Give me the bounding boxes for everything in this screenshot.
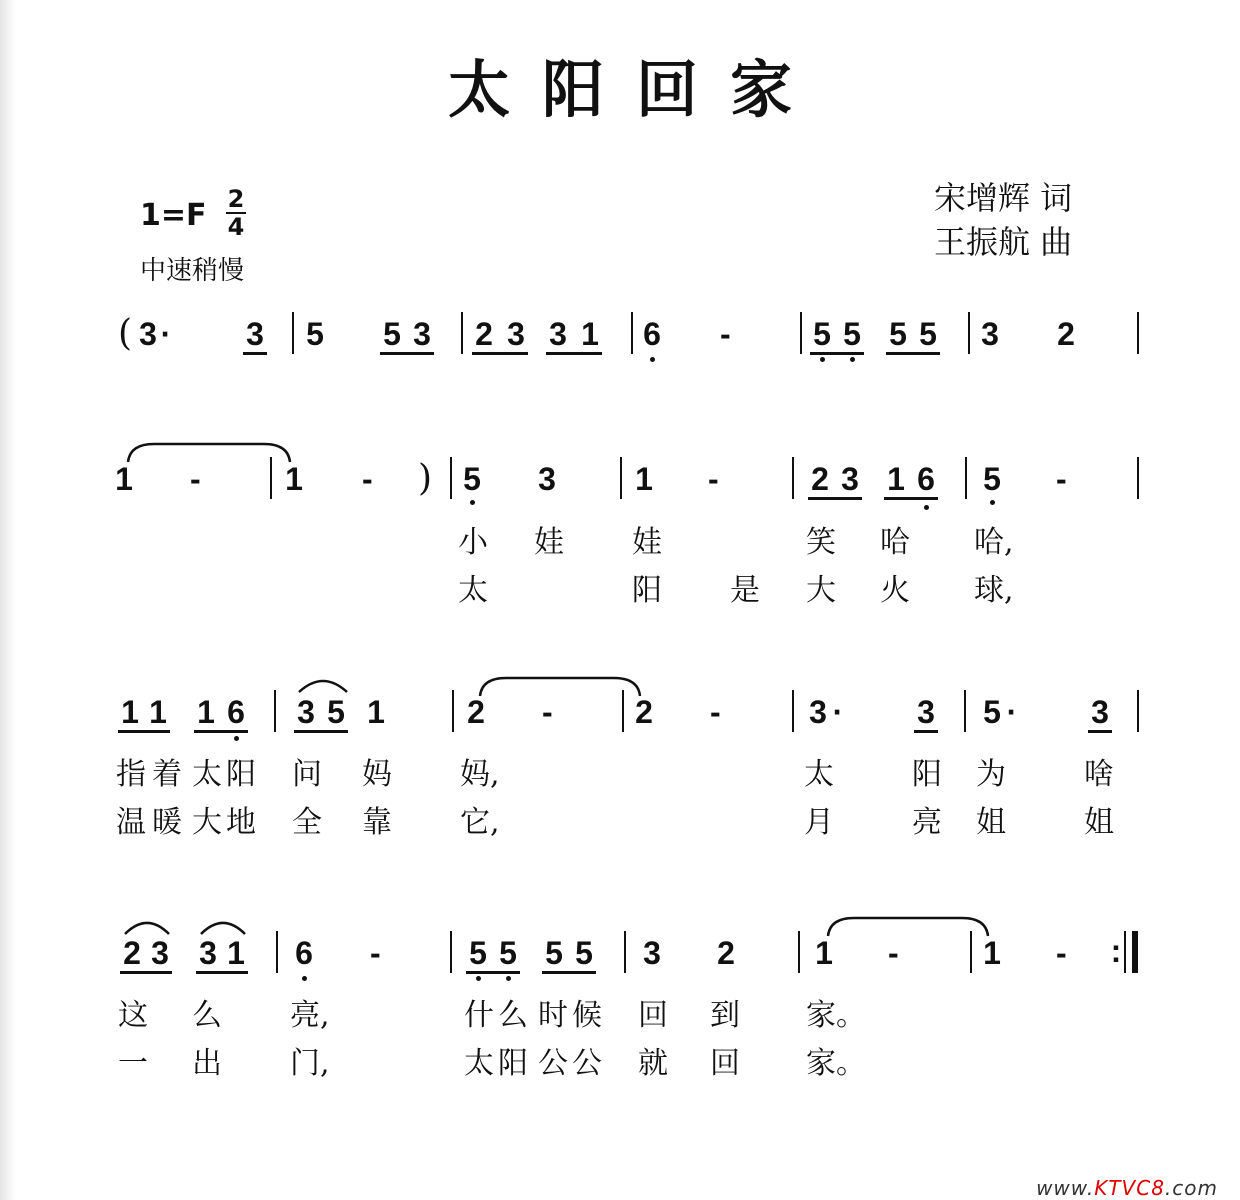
underline [808,497,862,500]
note-row1-9: 1 [581,316,599,352]
dash-row2: - [1056,461,1067,497]
note-row2-3: 5 [463,461,481,497]
barline [274,690,276,732]
lyric-v1: 么 [192,998,222,1033]
low-octave-dot [820,357,825,362]
dash-row4: - [1056,935,1067,971]
lyric-v1: 时 [538,998,568,1033]
lyric-v2: 是 [730,573,760,608]
lyric-v1: 着 [152,757,182,792]
lyric-v1: 哈 [880,525,910,560]
dash-row4: - [888,935,899,971]
note-row1-2: 3 [246,316,264,352]
note-row4-11: 2 [717,935,735,971]
barline [792,457,794,499]
low-octave-dot [506,976,511,981]
lyric-v1: 家。 [806,998,866,1033]
lyric-v1: 回 [638,998,668,1033]
note-row3-augmentation-dot: · [832,694,844,730]
note-row3-13: 3 [1091,694,1109,730]
lyric-v2: 球, [974,573,1014,608]
barline [798,931,800,973]
lyric-v2: 回 [710,1046,740,1081]
barline [792,690,794,732]
underline [884,497,938,500]
watermark-prefix: www. [1036,1176,1095,1200]
tie-arc [824,914,992,938]
repeat-barline-thin [1124,931,1126,973]
tie-arc [476,674,644,698]
slur-arc [296,676,350,694]
note-row4-4: 1 [227,935,245,971]
note-row3-2: 1 [149,694,167,730]
barline [965,457,967,499]
lyric-v2: 公 [572,1046,602,1081]
lyric-v2: 它, [460,805,500,840]
barline [292,312,294,354]
lyric-v2: 火 [880,573,910,608]
barline [270,457,272,499]
note-row4-5: 6 [295,935,313,971]
note-row3-1: 1 [121,694,139,730]
lyric-v2: 大 [806,573,836,608]
tie-arc [124,440,294,464]
note-row4-6: 5 [469,935,487,971]
lyric-v2: 公 [538,1046,568,1081]
note-row2-1: 1 [115,461,133,497]
lyric-v1: 亮, [290,998,330,1033]
barline [1137,312,1139,354]
time-signature-bottom: 4 [227,213,245,241]
note-row1-6: 2 [475,316,493,352]
lyric-v2: 全 [292,805,322,840]
underline [914,730,938,733]
lyric-v2: 阳 [632,573,662,608]
underline [886,352,940,355]
lyricist-credit: 宋增辉 词 [934,179,1073,217]
slur-arc [198,918,248,936]
low-octave-dot [234,736,239,741]
lyric-v2: 暖 [152,805,182,840]
note-row1-14: 5 [919,316,937,352]
note-row1-3: 5 [306,316,324,352]
note-row1-12: 5 [843,316,861,352]
lyric-v2: 地 [226,805,256,840]
low-octave-dot [302,976,307,981]
left-page-shadow [0,0,16,1200]
watermark-site: KTVC8 [1094,1176,1165,1200]
lyric-v1: 小 [458,525,488,560]
lyric-v2: 亮 [912,805,942,840]
note-row1-8: 3 [549,316,567,352]
lyric-v2: 月 [804,805,834,840]
dash-row3: - [542,694,553,730]
barline [620,457,622,499]
underline [243,352,267,355]
lyric-v1: 阳 [912,757,942,792]
watermark [1036,1176,1218,1200]
note-row1-7: 3 [507,316,525,352]
lyric-v2: 就 [638,1046,668,1081]
barline [452,690,454,732]
barline [964,690,966,732]
underline [466,971,520,974]
note-row1-1: 3 [139,316,157,352]
lyric-v1: 娃 [534,525,564,560]
dash-row1: - [720,316,731,352]
note-row3-3: 1 [197,694,215,730]
dash-row4: - [370,935,381,971]
note-row4-13: 1 [983,935,1001,971]
repeat-barline-thick [1132,931,1138,973]
lyric-v2: 大 [192,805,222,840]
note-row4-12: 1 [815,935,833,971]
low-octave-dot [924,505,929,510]
note-row3-10: 3 [809,694,827,730]
lyric-v2: 靠 [362,805,392,840]
lyric-v2: 太 [464,1046,494,1081]
lyric-v1: 妈 [362,757,392,792]
barline [1137,457,1139,499]
note-row4-9: 5 [575,935,593,971]
low-octave-dot [470,500,475,505]
underline [120,971,172,974]
slur-arc [122,918,172,936]
low-octave-dot [990,500,995,505]
close-paren: ) [418,458,433,499]
note-row3-12: 5 [983,694,1001,730]
note-row3-6: 5 [327,694,345,730]
note-row3-augmentation-dot: · [1006,694,1018,730]
note-row2-8: 1 [887,461,905,497]
composer-credit: 王振航 曲 [934,223,1073,261]
underline [546,352,602,355]
note-row3-7: 1 [367,694,385,730]
tempo-marking: 中速稍慢 [140,256,245,286]
note-row1-11: 5 [813,316,831,352]
note-row3-9: 2 [635,694,653,730]
dash-row2: - [708,461,719,497]
lyric-v1: 到 [710,998,740,1033]
note-row4-8: 5 [545,935,563,971]
note-row1-10: 6 [643,316,661,352]
note-row2-10: 5 [983,461,1001,497]
lyric-v2: 阳 [498,1046,528,1081]
barline [631,312,633,354]
underline [194,730,248,733]
barline [276,931,278,973]
lyric-v2: 姐 [976,805,1006,840]
low-octave-dot [650,357,655,362]
underline [380,352,434,355]
underline [542,971,596,974]
lyric-v2: 家。 [806,1046,866,1081]
lyric-v2: 太 [458,573,488,608]
barline [968,312,970,354]
lyric-v1: 娃 [632,525,662,560]
note-row2-9: 6 [917,461,935,497]
barline [461,312,463,354]
lyric-v1: 太 [192,757,222,792]
note-row4-2: 3 [151,935,169,971]
lyric-v1: 哈, [974,525,1014,560]
dash-row2: - [190,461,201,497]
barline [622,690,624,732]
note-row1-15: 3 [981,316,999,352]
barline [624,931,626,973]
lyric-v2: 姐 [1084,805,1114,840]
note-row3-5: 3 [297,694,315,730]
lyric-v2: 温 [116,805,146,840]
note-row2-6: 2 [811,461,829,497]
note-row2-7: 3 [841,461,859,497]
time-signature [226,186,246,240]
underline [196,971,248,974]
lyric-v1: 啥 [1084,757,1114,792]
lyric-v1: 笑 [806,525,836,560]
lyric-v1: 阳 [226,757,256,792]
barline [450,931,452,973]
note-row2-5: 1 [635,461,653,497]
underline [1088,730,1112,733]
note-row2-4: 3 [538,461,556,497]
note-row4-10: 3 [643,935,661,971]
key-signature: 1=F [140,198,207,233]
note-row4-1: 2 [123,935,141,971]
lyric-v1: 指 [116,757,146,792]
note-row3-4: 6 [227,694,245,730]
watermark-suffix: .com [1164,1176,1218,1200]
lyric-v1: 这 [118,998,148,1033]
underline [294,730,348,733]
lyric-v1: 么 [498,998,528,1033]
note-row1-4: 5 [383,316,401,352]
lyric-v2: 一 [118,1046,148,1081]
low-octave-dot [850,357,855,362]
repeat-dots: : [1110,933,1122,969]
barline [970,931,972,973]
note-row3-8: 2 [467,694,485,730]
lyric-v1: 太 [804,757,834,792]
lyric-v1: 问 [292,757,322,792]
time-signature-top: 2 [227,185,245,213]
note-row3-11: 3 [917,694,935,730]
note-row4-3: 3 [199,935,217,971]
dash-row3: - [710,694,721,730]
low-octave-dot [476,976,481,981]
barline [800,312,802,354]
note-row1-augmentation-dot: · [160,316,172,352]
lyric-v2: 出 [192,1046,222,1081]
lyric-v1: 为 [976,757,1006,792]
dash-row2: - [362,461,373,497]
note-row1-16: 2 [1057,316,1075,352]
song-title: 太阳回家 [447,53,824,126]
underline [810,352,864,355]
note-row1-5: 3 [413,316,431,352]
lyric-v1: 什 [464,998,494,1033]
note-row1-open-paren: ( [118,313,133,354]
underline [118,730,170,733]
note-row1-13: 5 [889,316,907,352]
barline [450,457,452,499]
note-row4-7: 5 [499,935,517,971]
barline [1137,690,1139,732]
lyric-v1: 妈, [460,757,500,792]
note-row2-2: 1 [285,461,303,497]
underline [472,352,528,355]
lyric-v2: 门, [290,1046,330,1081]
lyric-v1: 候 [572,998,602,1033]
